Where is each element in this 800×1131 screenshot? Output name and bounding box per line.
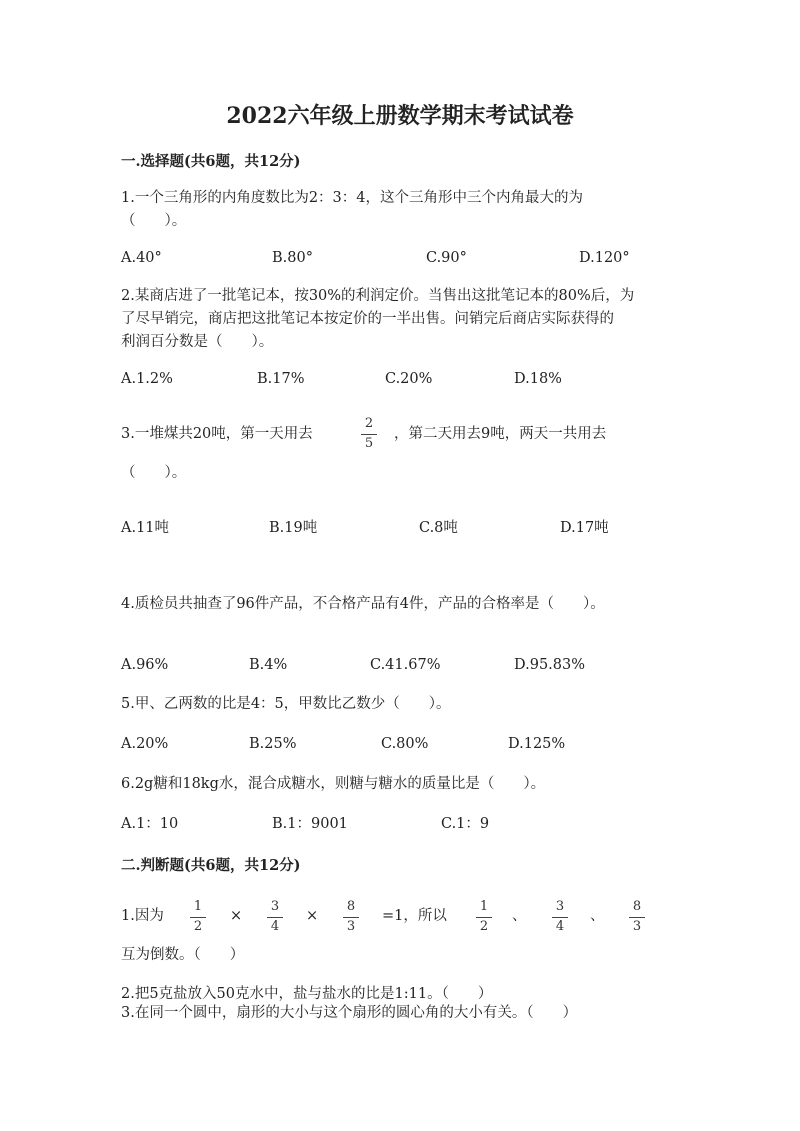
q1-option-b: B.80° xyxy=(272,250,313,266)
judgement-1-line2: 互为倒数。（ ） xyxy=(121,947,245,963)
fraction-denominator: 4 xyxy=(555,919,565,934)
question-1-blank: （ ）。 xyxy=(121,213,187,229)
fraction-bar xyxy=(476,917,492,918)
fraction-denominator: 5 xyxy=(364,436,374,451)
q6-option-b: B.1：9001 xyxy=(272,816,348,832)
fraction-eight-thirds xyxy=(626,900,648,934)
judgement-1-prefix: 1.因为 xyxy=(121,908,164,924)
q5-option-d: D.125% xyxy=(508,736,566,752)
question-3-blank: （ ）。 xyxy=(121,465,187,481)
q4-option-d: D.95.83% xyxy=(514,657,586,673)
question-3-text-part1: 3.一堆煤共20吨，第一天用去 xyxy=(121,426,313,442)
fraction-numerator: 3 xyxy=(555,899,565,914)
question-3-text-part2: ，第二天用去9吨，两天一共用去 xyxy=(394,426,607,442)
fraction-denominator: 4 xyxy=(270,919,280,934)
section-heading-judgement: 二.判断题(共6题，共12分) xyxy=(121,857,301,874)
q4-option-c: C.41.67% xyxy=(370,657,441,673)
judgement-1-equals: =1，所以 xyxy=(382,908,447,924)
section-heading-choice: 一.选择题(共6题，共12分) xyxy=(121,153,301,170)
fraction-three-quarters xyxy=(264,900,286,934)
question-5-text: 5.甲、乙两数的比是4：5，甲数比乙数少（ ）。 xyxy=(121,696,451,712)
times-sign: × xyxy=(230,908,243,924)
fraction-one-half xyxy=(473,900,495,934)
fraction-numerator: 2 xyxy=(364,416,374,431)
q5-option-a: A.20% xyxy=(121,736,169,752)
fraction-numerator: 3 xyxy=(270,899,280,914)
q3-option-b: B.19吨 xyxy=(269,520,318,536)
fraction-numerator: 8 xyxy=(346,899,356,914)
fraction-two-fifths xyxy=(358,417,380,451)
judgement-3-text: 3.在同一个圆中，扇形的大小与这个扇形的圆心角的大小有关。（ ） xyxy=(121,1005,578,1021)
q4-option-a: A.96% xyxy=(121,657,169,673)
q3-option-c: C.8吨 xyxy=(419,520,458,536)
q1-option-c: C.90° xyxy=(426,250,467,266)
question-1-text: 1.一个三角形的内角度数比为2：3：4，这个三角形中三个内角最大的为 xyxy=(121,190,584,206)
q3-option-a: A.11吨 xyxy=(121,520,170,536)
q3-option-d: D.17吨 xyxy=(560,520,609,536)
fraction-numerator: 1 xyxy=(193,899,203,914)
fraction-denominator: 3 xyxy=(632,919,642,934)
separator: 、 xyxy=(590,908,605,924)
question-2-line1: 2.某商店进了一批笔记本，按30%的利润定价。当售出这批笔记本的80%后，为 xyxy=(121,288,635,304)
judgement-2-text: 2.把5克盐放入50克水中，盐与盐水的比是1:11。（ ） xyxy=(121,986,493,1002)
question-6-text: 6.2g糖和18kg水，混合成糖水，则糖与糖水的质量比是（ ）。 xyxy=(121,776,546,792)
q2-option-c: C.20% xyxy=(385,371,433,387)
question-4-text: 4.质检员共抽查了96件产品，不合格产品有4件，产品的合格率是（ ）。 xyxy=(121,596,605,612)
question-2-line3: 利润百分数是（ ）。 xyxy=(121,334,274,350)
fraction-bar xyxy=(267,917,283,918)
fraction-bar xyxy=(343,917,359,918)
fraction-one-half xyxy=(187,900,209,934)
fraction-bar xyxy=(361,434,377,435)
q1-option-d: D.120° xyxy=(579,250,630,266)
fraction-numerator: 8 xyxy=(632,899,642,914)
fraction-bar xyxy=(629,917,645,918)
fraction-bar xyxy=(552,917,568,918)
q2-option-b: B.17% xyxy=(257,371,305,387)
fraction-numerator: 1 xyxy=(479,899,489,914)
fraction-denominator: 2 xyxy=(193,919,203,934)
question-2-line2: 了尽早销完，商店把这批笔记本按定价的一半出售。问销完后商店实际获得的 xyxy=(121,311,614,327)
q6-option-c: C.1：9 xyxy=(441,816,490,832)
fraction-three-quarters xyxy=(549,900,571,934)
q2-option-d: D.18% xyxy=(514,371,562,387)
q5-option-b: B.25% xyxy=(249,736,297,752)
q6-option-a: A.1：10 xyxy=(121,816,179,832)
q5-option-c: C.80% xyxy=(381,736,429,752)
q1-option-a: A.40° xyxy=(121,250,162,266)
q4-option-b: B.4% xyxy=(249,657,288,673)
fraction-denominator: 2 xyxy=(479,919,489,934)
separator: 、 xyxy=(512,908,527,924)
fraction-denominator: 3 xyxy=(346,919,356,934)
fraction-eight-thirds xyxy=(340,900,362,934)
page-title: 2022六年级上册数学期末考试试卷 xyxy=(226,103,574,129)
times-sign: × xyxy=(306,908,319,924)
q2-option-a: A.1.2% xyxy=(121,371,173,387)
fraction-bar xyxy=(190,917,206,918)
